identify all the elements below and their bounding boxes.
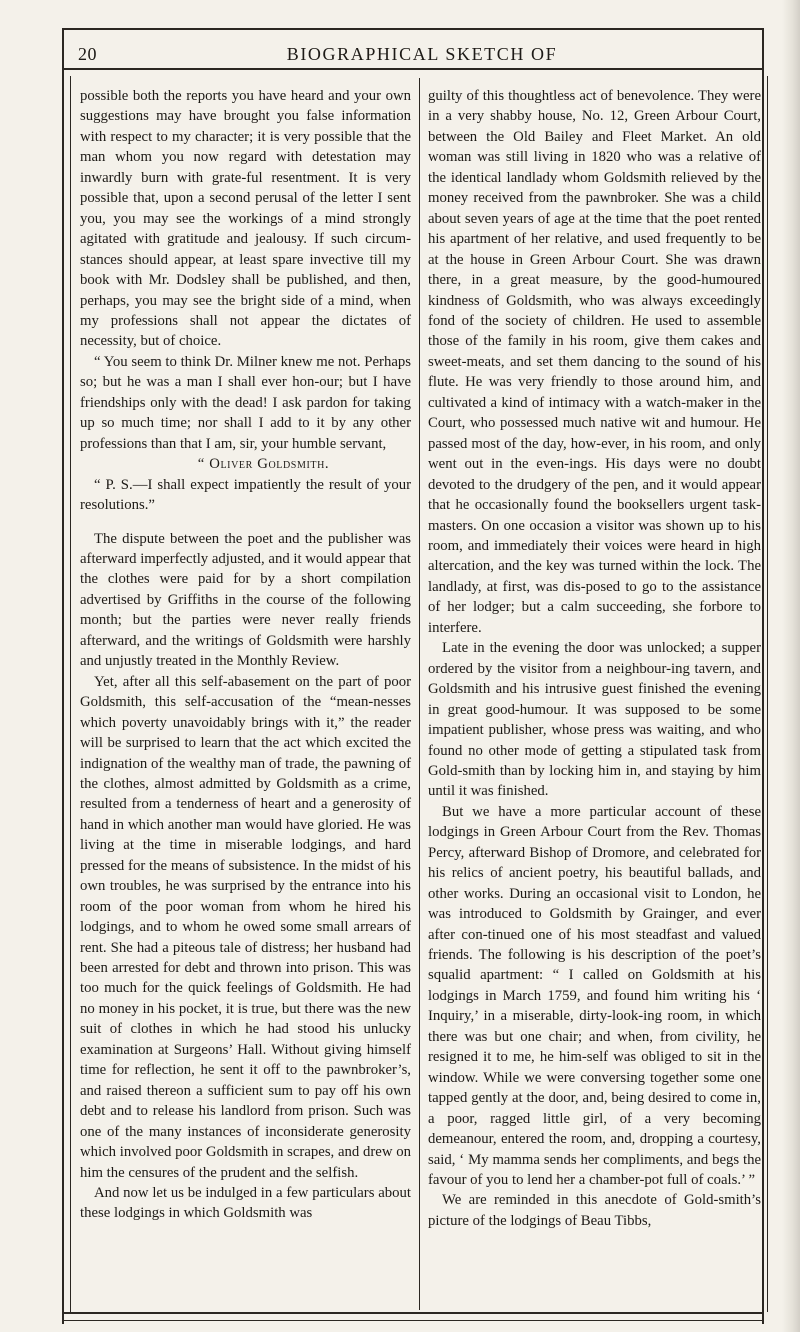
paragraph: possible both the reports you have heard and your own suggestions may have brought you false information with respect to my character; it is very possible that the man whom you now regard with detestation may inwardly burn with grate-ful resentment. It is very possible that, upon a second perusal of the letter I sent you, you may see the workings of a mind strongly agitated with gratitude and jealousy. If such circum-stances should appear, at least spare invective till my book with Mr. Dodsley shall be published, and then, perhaps, you may see the bright side of a mind, when my professions shall not appear the dictates of necessity, but of choice. — [80, 88, 411, 350]
section-gap — [80, 516, 411, 529]
frame-header-rule — [62, 68, 764, 70]
page-number: 20 — [78, 44, 97, 64]
paragraph: We are reminded in this anecdote of Gold-smith’s picture of the lodgings of Beau Tibbs, — [428, 1192, 761, 1229]
inner-right-rule — [767, 76, 768, 1312]
left-column — [80, 86, 411, 1224]
paragraph: The dispute between the poet and the publisher was afterward imperfectly adjusted, and it would appear that the clothes were paid for by a short compilation advertised by Griffiths in the course of the following month; but the parties were never really friends afterward, and the writings of Goldsmith were harshly and unjustly treated in the Monthly Review. — [80, 530, 411, 670]
page-edge-shadow — [782, 0, 800, 1332]
frame-left-rule — [62, 28, 64, 1324]
paragraph: And now let us be indulged in a few particulars about these lodgings in which Goldsmith was — [80, 1185, 411, 1222]
paragraph: Yet, after all this self-abasement on the part of poor Goldsmith, this self-accusation of the “mean-nesses which poverty unavoidably brings with it,” the reader will be surprised to learn that the act which excited the indignation of the wealthy man of trade, the pawning of the clothes, almost admitted by Goldsmith as a crime, resulted from a tenderness of heart and a generosity of hand in which another man would have gloried. He was living at the time in miserable lodgings, and hard pressed for the means of subsistence. In the midst of his own troubles, he was surprised by the entrance into his room of the poor woman from whom he hired his lodgings, and to whom he owed some small arrears of rent. She had a piteous tale of distress; her husband had been arrested for debt and thrown into prison. This was too much for the quick feelings of Goldsmith. He had no money in his pocket, it is true, but there was the new suit of clothes in which he had stood his unlucky examination at Surgeons’ Hall. Without giving himself time for reflection, he sent it off to the pawnbroker’s, and raised thereon a sufficient sum to pay off his own debt and to release his landlord from prison. Such was one of the many instances of inconsiderate generosity which involved poor Goldsmith in scrapes, and drew on him the censures of the prudent and the selfish. — [80, 673, 411, 1181]
paragraph: But we have a more particular account of these lodgings in Green Arbour Court from the Rev. Thomas Percy, afterward Bishop of Dromore, and celebrated for his relics of ancient poetry, his beautiful ballads, and other works. During an occasional visit to London, he was introduced to Goldsmith by Grainger, and ever after con-tinued one of his most steadfast and valued friends. The following is his description of the poet’s squalid apartment: “ I called on Goldsmith at his lodgings in March 1759, and found him writing his ‘ Inquiry,’ in a miserable, dirty-look-ing room, in which there was but one chair; and when, from civility, he resigned it to me, he him-self was obliged to sit in the window. While we were conversing together some one tapped gently at the door, and, being desired to come in, a poor, ragged little girl, of a very becoming demeanour, entered the room, and, dropping a courtesy, said, ‘ My mamma sends her compliments, and begs the favour of you to lend her a chamber-pot full of coals.’ ” — [428, 803, 761, 1189]
column-divider — [419, 78, 420, 1310]
paragraph: Late in the evening the door was unlocked; a supper ordered by the visitor from a neighbour-ing tavern, and Goldsmith and his intrusive guest finished the evening in great good-humour. It was supposed to be some impatient publisher, whose press was waiting, and who found no other mode of getting a stipulated task from Gold-smith than by locking him in, and staying by him until it was finished. — [428, 640, 761, 800]
running-head: BIOGRAPHICAL SKETCH OF — [286, 44, 558, 64]
frame-top-rule — [62, 28, 764, 30]
letter-signature — [80, 454, 411, 474]
paragraph: “ You seem to think Dr. Milner knew me not. Perhaps so; but he was a man I shall ever hon-our; but I have friendships only with the dead! I ask pardon for taking up so much time; nor shall I add to it by any other professions than that I am, sir, your humble servant, — [80, 353, 411, 452]
frame-right-rule — [762, 28, 764, 1324]
paragraph: guilty of this thoughtless act of benevolence. They were in a very shabby house, No. 12, Green Arbour Court, between the Old Bailey and Fleet Market. An old woman was still living in 1820 who was a relative of the identical landlady whom Goldsmith relieved by the money received from the pawnbroker. She was a child about seven years of age at the time that the poet rented his apartment of her relative, and used frequently to be at the house in Green Arbour Court. She was drawn there, in a great measure, by the good-humoured kindness of Goldsmith, who was always exceedingly fond of the society of children. He used to assemble those of the family in his room, give them cakes and sweet-meats, and set them dancing to the sound of his flute. He was very friendly to those around him, and cultivated a kind of intimacy with a watch-maker in the Court, who possessed much native wit and humour. He passed most of the day, how-ever, in his room, and only went out in the even-ings. His days were no doubt devoted to the drudgery of the pen, and it would appear that he occasionally found the booksellers urgent task-masters. On one occasion a visitor was shown up to his room, and immediately their voices were heard in high altercation, and the key was turned within the lock. The landlady, at first, was dis-posed to go to the assistance of her lodger; but a calm succeeding, she forbore to interfere. — [428, 88, 761, 636]
frame-bottom-rule — [62, 1312, 764, 1314]
signature-text: “ Oliver Goldsmith. — [197, 456, 330, 473]
postscript: “ P. S.—I shall expect impatiently the result of your resolutions.” — [80, 476, 411, 514]
page-header — [62, 38, 762, 66]
inner-left-rule — [70, 76, 71, 1312]
right-column — [428, 86, 761, 1231]
frame-bottom-outer-rule — [62, 1320, 764, 1321]
